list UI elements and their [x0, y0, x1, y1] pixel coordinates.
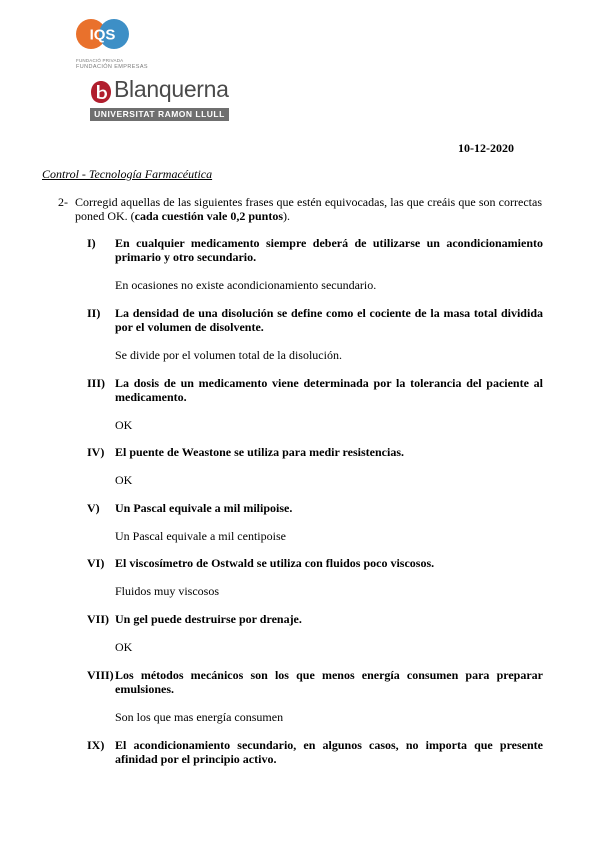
- iqs-badge-icon: [76, 16, 132, 56]
- question-label: II): [87, 306, 101, 320]
- question-statement: Un Pascal equivale a mil milipoise.: [115, 501, 293, 515]
- question-answer: OK: [115, 640, 133, 654]
- iqs-logo: [76, 16, 166, 72]
- exam-date: 10-12-2020: [458, 141, 514, 155]
- question-statement: El viscosímetro de Ostwald se utiliza con fluidos poco viscosos.: [115, 556, 435, 570]
- blanquerna-university-bar: UNIVERSITAT RAMON LLULL: [90, 108, 229, 121]
- iqs-subtitle-line1: FUNDACIÓ PRIVADA: [76, 58, 124, 63]
- question-statement: La dosis de un medicamento viene determinada por la tolerancia del paciente al medicamento.: [115, 376, 543, 404]
- iqs-subtitle: [76, 58, 148, 70]
- question-label: V): [87, 501, 100, 515]
- instructions-text-plain: Corregid aquellas de las siguientes frases que estén equivocadas, las que creáis que son correctas poned OK. (: [75, 195, 542, 223]
- iqs-subtitle-line2: FUNDACIÓN EMPRESAS: [76, 64, 148, 70]
- question-label: I): [87, 236, 96, 250]
- question-statement: El puente de Weastone se utiliza para medir resistencias.: [115, 445, 404, 459]
- instructions-text: [75, 195, 542, 223]
- question-item: [87, 376, 543, 432]
- question-item: [87, 612, 543, 654]
- question-item: [87, 668, 543, 724]
- instructions: [58, 195, 542, 223]
- question-label: VI): [87, 556, 105, 570]
- question-answer: OK: [115, 473, 133, 487]
- question-answer: Se divide por el volumen total de la disolución.: [115, 348, 342, 362]
- question-item: [87, 738, 543, 766]
- instructions-text-end: ).: [283, 209, 291, 223]
- instructions-points: cada cuestión vale 0,2 puntos: [134, 209, 284, 223]
- question-statement: Un gel puede destruirse por drenaje.: [115, 612, 302, 626]
- question-label: IV): [87, 445, 105, 459]
- question-answer: Son los que mas energía consumen: [115, 710, 284, 724]
- question-answer: En ocasiones no existe acondicionamiento secundario.: [115, 278, 377, 292]
- question-statement: El acondicionamiento secundario, en algunos casos, no importa que presente afinidad por el principio activo.: [115, 738, 543, 766]
- question-label: IX): [87, 738, 105, 752]
- question-label: III): [87, 376, 106, 390]
- question-item: [87, 236, 543, 292]
- question-statement: En cualquier medicamento siempre deberá de utilizarse un acondicionamiento primario y otro secundario.: [115, 236, 543, 264]
- question-answer: OK: [115, 418, 133, 432]
- question-label: VIII): [87, 668, 114, 682]
- blanquerna-logo: [90, 78, 230, 124]
- course-title: Control - Tecnología Farmacéutica: [42, 167, 213, 181]
- iqs-badge-text: IQS: [89, 26, 116, 44]
- question-answer: Fluidos muy viscosos: [115, 584, 220, 598]
- question-label: VII): [87, 612, 110, 626]
- question-item: [87, 501, 543, 543]
- question-statement: Los métodos mecánicos son los que menos energía consumen para preparar emulsiones.: [115, 668, 543, 696]
- instructions-number: 2-: [58, 195, 68, 209]
- question-answer: Un Pascal equivale a mil centipoise: [115, 529, 286, 543]
- question-item: [87, 556, 543, 598]
- blanquerna-name: Blanquerna: [114, 76, 229, 102]
- blanquerna-mark-icon: [90, 80, 112, 104]
- question-statement: La densidad de una disolución se define como el cociente de la masa total dividida por el volumen de disolvente.: [115, 306, 543, 334]
- question-item: [87, 445, 543, 487]
- question-item: [87, 306, 543, 362]
